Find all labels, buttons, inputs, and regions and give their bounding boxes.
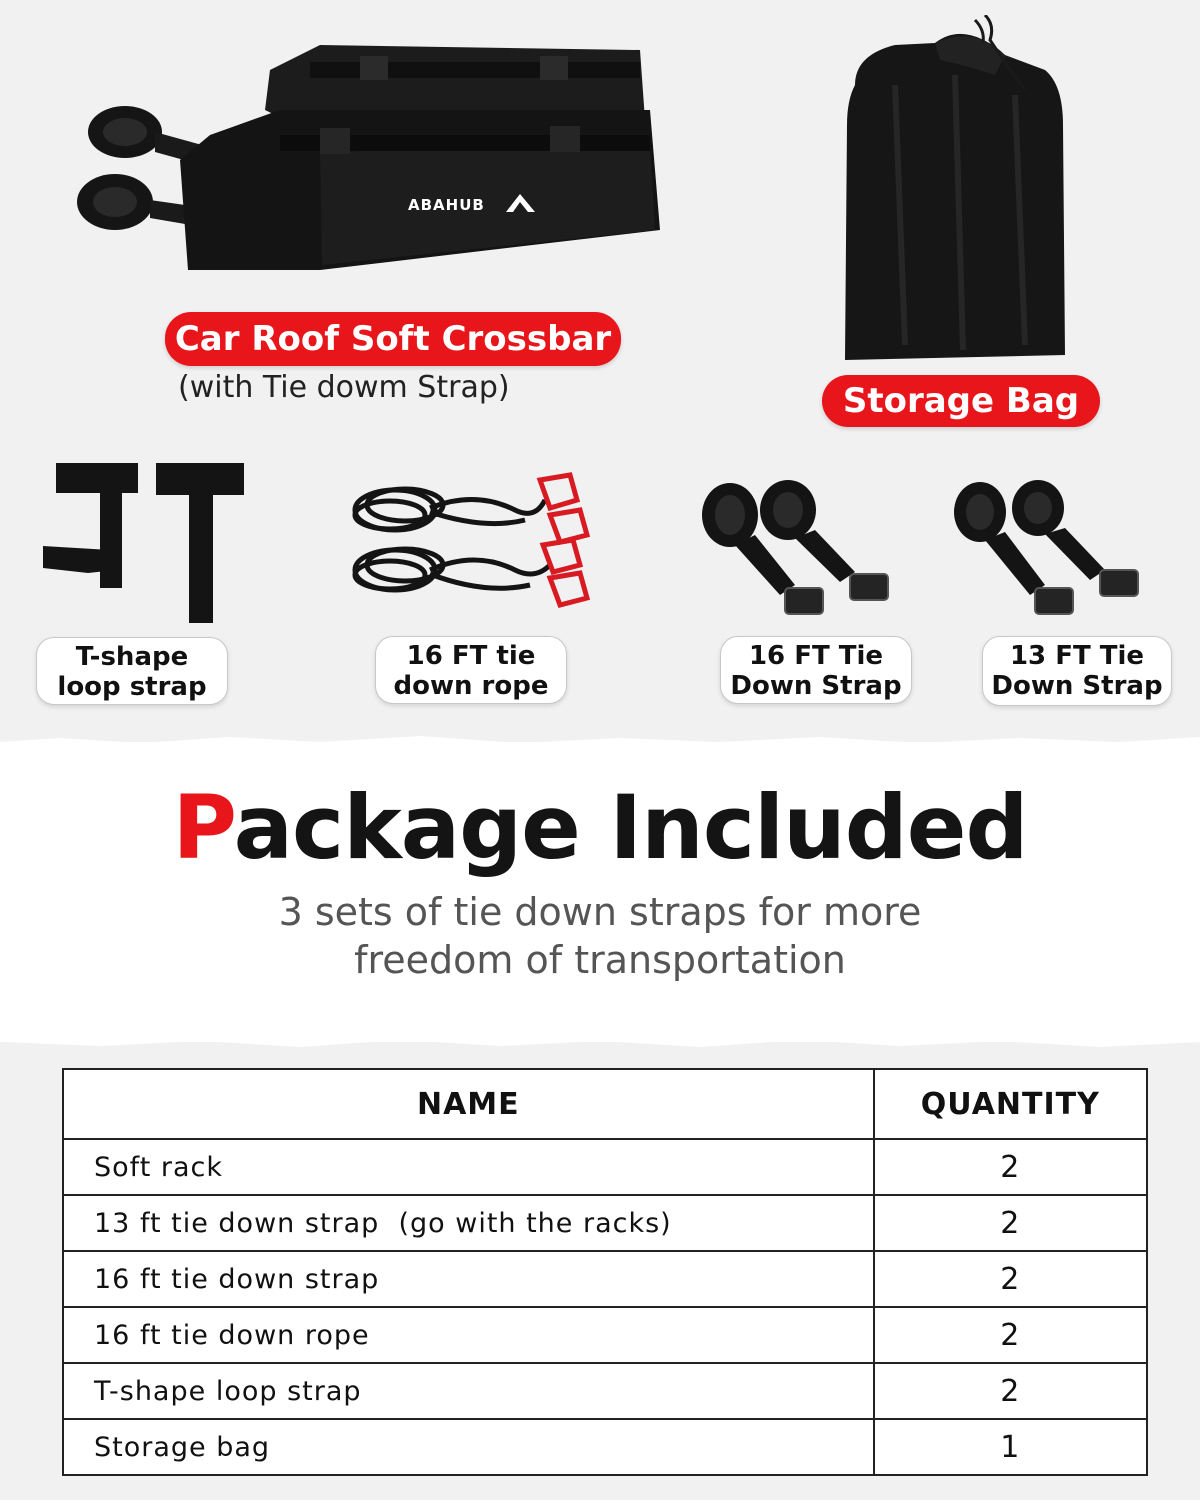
tie-rope-label-line1: 16 FT tie (406, 641, 536, 671)
crossbar-sublabel: (with Tie dowm Strap) (178, 370, 510, 405)
page-title-rest: ackage Included (233, 776, 1028, 879)
tie-down-strap-13ft-image (950, 470, 1150, 630)
strap-16ft-label-line1: 16 FT Tie (748, 641, 884, 671)
storage-bag-label: Storage Bag (822, 375, 1100, 427)
item-name: T-shape loop strap (63, 1363, 874, 1419)
table-row (63, 1251, 1147, 1307)
tie-down-rope-image (345, 470, 595, 610)
item-name: 16 ft tie down rope (63, 1307, 874, 1363)
tie-rope-label-line2: down rope (393, 671, 549, 701)
t-shape-strap-label-line1: T-shape (75, 642, 189, 672)
table-row (63, 1139, 1147, 1195)
t-shape-strap-label-line2: loop strap (57, 672, 207, 702)
tie-down-strap-16ft-image (700, 470, 900, 630)
table-header-row (63, 1069, 1147, 1139)
tie-rope-label (375, 636, 567, 704)
svg-text:ABAHUB: ABAHUB (408, 196, 485, 214)
crossbar-label: Car Roof Soft Crossbar (165, 312, 621, 366)
item-name: 16 ft tie down strap (63, 1251, 874, 1307)
page-title-accent-letter: P (172, 776, 234, 879)
strap-16ft-label (720, 636, 912, 704)
item-quantity: 2 (874, 1363, 1147, 1419)
item-quantity: 1 (874, 1419, 1147, 1475)
item-quantity: 2 (874, 1195, 1147, 1251)
page-title (0, 778, 1200, 878)
table-row (63, 1363, 1147, 1419)
table-row (63, 1195, 1147, 1251)
strap-13ft-label (982, 636, 1172, 706)
header-name: NAME (63, 1069, 874, 1139)
t-shape-strap-label (36, 637, 228, 705)
table-row (63, 1307, 1147, 1363)
item-quantity: 2 (874, 1139, 1147, 1195)
item-name: Soft rack (63, 1139, 874, 1195)
header-quantity: QUANTITY (874, 1069, 1147, 1139)
item-quantity: 2 (874, 1251, 1147, 1307)
item-name: Storage bag (63, 1419, 874, 1475)
soft-crossbar-image (70, 40, 670, 290)
band-brush-edge-bottom (0, 1036, 1200, 1050)
strap-13ft-label-line2: Down Strap (991, 671, 1163, 701)
strap-16ft-label-line2: Down Strap (730, 671, 902, 701)
page-subtitle (0, 888, 1200, 984)
storage-bag-image (835, 15, 1075, 375)
t-shape-strap-image (38, 458, 248, 628)
table-row (63, 1419, 1147, 1475)
page-subtitle-line2: freedom of transportation (354, 938, 846, 982)
item-quantity: 2 (874, 1307, 1147, 1363)
band-brush-edge-top (0, 734, 1200, 748)
package-table (62, 1068, 1148, 1476)
strap-13ft-label-line1: 13 FT Tie (1009, 641, 1145, 671)
item-name: 13 ft tie down strap (go with the racks) (63, 1195, 874, 1251)
page-subtitle-line1: 3 sets of tie down straps for more (278, 890, 922, 934)
